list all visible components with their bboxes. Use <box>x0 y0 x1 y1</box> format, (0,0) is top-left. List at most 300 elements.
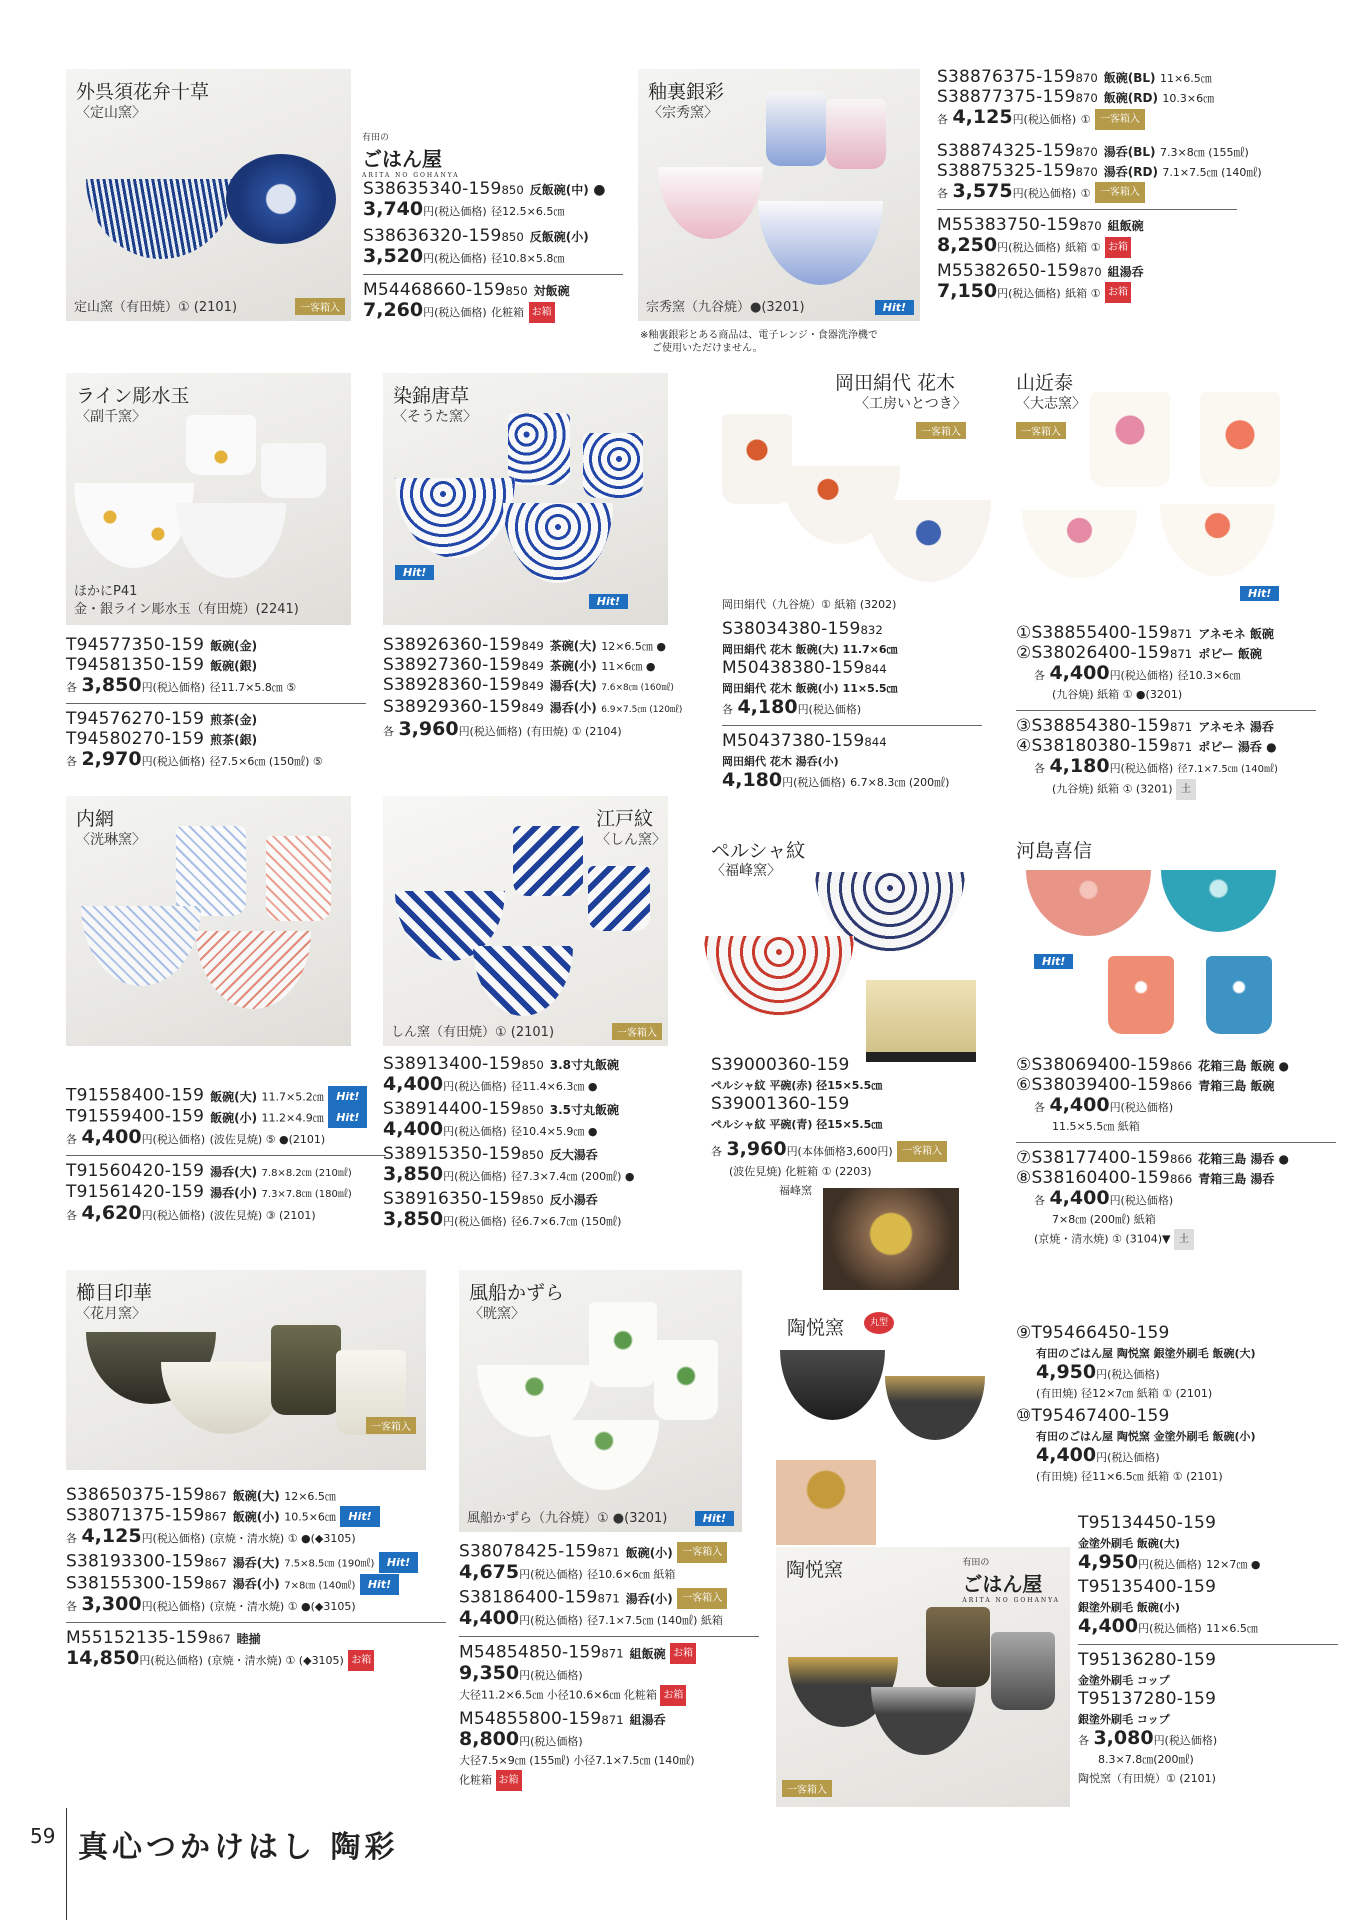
product-num: 850 <box>505 284 528 298</box>
price: 4,125 <box>952 106 1013 128</box>
spec: (有田焼) 径12×7㎝ 紙箱 ① (2101) <box>1036 1387 1213 1400</box>
divider <box>937 209 1237 210</box>
product-num: 870 <box>1075 71 1098 85</box>
photo-caption: 岡田絹代（九谷焼）① 紙箱 (3202) <box>722 598 897 611</box>
catalog-brand: 真心つかけはし 陶彩 <box>78 1830 399 1865</box>
product-code: S38926360-159 <box>383 635 522 655</box>
each-label: 各 <box>66 755 77 768</box>
photo-caption: しん窯（有田焼）① (2101) <box>391 1025 555 1040</box>
price-line <box>1078 1617 1338 1638</box>
spec: 紙箱 ① <box>1065 286 1101 300</box>
price-line <box>937 279 1297 304</box>
product-name: 3.5寸丸飯碗 <box>549 1103 620 1117</box>
product-name: 飯碗(RD) <box>1103 91 1158 105</box>
price: 3,850 <box>383 1163 444 1185</box>
spec: 7×8㎝ (200㎖) 紙箱 <box>1052 1213 1156 1226</box>
price: 3,080 <box>1093 1727 1154 1749</box>
product-line <box>1078 1690 1338 1710</box>
price-line <box>1016 664 1316 685</box>
product-line <box>66 1552 446 1574</box>
each-label: 各 <box>66 1600 77 1613</box>
product-num: 850 <box>501 230 524 244</box>
cup-image <box>176 826 246 916</box>
product-code: M54468660-159 <box>363 280 506 300</box>
tax-note: 円(税込価格) <box>141 1133 206 1146</box>
price-line <box>363 200 623 221</box>
product-line <box>711 1056 1011 1076</box>
product-code: M55383750-159 <box>937 215 1080 235</box>
product-name: 青箱三島 飯碗 <box>1198 1079 1275 1093</box>
product-name: 湯呑(小) <box>232 1577 280 1591</box>
photo-caption: 宗秀窯（九谷焼）●(3201) <box>646 300 805 315</box>
price: 3,850 <box>81 674 142 696</box>
product-name: 飯碗(小) <box>625 1545 673 1560</box>
spec: (九谷焼) 紙箱 ① (3201) <box>1052 782 1173 796</box>
tax-note: 円(税込価格) <box>141 755 206 768</box>
hit-badge: Hit! <box>695 1511 734 1526</box>
product-name: 飯碗(大) <box>232 1489 280 1503</box>
product-name: 飯碗(銀) <box>210 659 258 673</box>
product-num: 871 <box>1169 720 1193 734</box>
bowl-image <box>81 906 201 986</box>
price: 4,950 <box>1036 1361 1097 1383</box>
product-line <box>66 1486 446 1506</box>
price-line <box>722 698 982 719</box>
price: 7,260 <box>363 299 424 321</box>
cup-image <box>1090 392 1170 487</box>
section-title: 櫛目印華 <box>76 1282 153 1304</box>
product-line <box>66 636 366 656</box>
product-num: 850 <box>521 1058 544 1072</box>
spec: 径11.4×6.3㎝ ● <box>511 1080 598 1093</box>
tax-note: 円(税込価格) <box>443 1125 507 1138</box>
product-name: 反飯碗(小) <box>529 230 589 244</box>
product-name: 3.8寸丸飯碗 <box>549 1058 620 1072</box>
tax-note: 円(税込価格) <box>141 1209 206 1222</box>
product-line <box>1078 1514 1338 1534</box>
tax-note: 円(税込価格) <box>141 681 206 694</box>
section-title: 釉裏銀彩 <box>648 81 725 103</box>
product-line <box>66 656 366 676</box>
spec: 径10.8×5.8㎝ <box>491 252 565 265</box>
product-num: 849 <box>521 679 544 693</box>
cup-image <box>261 443 326 498</box>
product-photo-line-mizutama <box>66 373 351 625</box>
product-num: 849 <box>521 639 544 653</box>
product-code: M50438380-159 <box>722 658 865 678</box>
product-num: 844 <box>864 735 887 749</box>
product-code: ②S38026400-159 <box>1016 643 1170 663</box>
product-name: 有田のごはん屋 陶悦窯 銀塗外刷毛 飯碗(大) <box>1036 1347 1256 1360</box>
spec: 径6.7×6.7㎝ (150㎖) <box>511 1215 622 1228</box>
product-line <box>722 620 982 640</box>
product-num: 850 <box>501 183 524 197</box>
product-code: ⑩T95467400-159 <box>1016 1406 1170 1426</box>
spec: 径7.5×6㎝ (150㎖) ⑤ <box>209 755 323 768</box>
product-num: 871 <box>1169 740 1193 754</box>
bowl-image <box>658 167 763 239</box>
product-name: 湯呑(大) <box>232 1555 280 1570</box>
spec: 11×6㎝ ● <box>601 660 656 673</box>
price-line <box>1016 1189 1336 1210</box>
cup-image <box>926 1607 990 1687</box>
bowl-image <box>871 1687 976 1755</box>
tax-note: 円(税込価格) <box>1138 1558 1202 1571</box>
spec: (波佐見焼) 化粧箱 ① (2203) <box>729 1164 872 1178</box>
product-line <box>459 1588 759 1609</box>
caption-line: ほかにP41 <box>74 584 138 599</box>
product-code: T95136280-159 <box>1078 1650 1217 1670</box>
tax-note: 円(税込価格) <box>519 1735 583 1748</box>
section-title: 内網 <box>76 808 115 830</box>
price: 4,400 <box>383 1118 444 1140</box>
spec: 11×6.5㎝ <box>1159 72 1212 85</box>
product-code: T95135400-159 <box>1078 1577 1217 1597</box>
product-line <box>66 710 366 730</box>
section-kiln: 〈そうた窯〉 <box>393 409 477 425</box>
price: 4,950 <box>1078 1551 1139 1573</box>
each-label: 各 <box>66 1133 77 1146</box>
spec: 11×6.5㎝ <box>1206 1622 1258 1635</box>
cup-image <box>1200 392 1280 487</box>
divider <box>66 703 366 704</box>
gift-box-badge: 一客箱入 <box>1016 422 1066 439</box>
photo-caption: 定山窯（有田焼）① (2101) <box>74 300 238 315</box>
product-line <box>363 180 623 200</box>
product-code: S38071375-159 <box>66 1505 205 1526</box>
tax-note: 円(税込価格) <box>519 1568 583 1581</box>
product-code: S38929360-159 <box>383 697 522 717</box>
price: 4,400 <box>383 1073 444 1095</box>
spec: 径10.4×5.9㎝ ● <box>511 1125 598 1138</box>
price-line <box>1016 1446 1346 1467</box>
product-line <box>66 1107 386 1128</box>
cup-image <box>1108 956 1174 1034</box>
product-name: 湯呑(RD) <box>1103 164 1158 179</box>
price-line <box>459 1664 759 1685</box>
product-code: S38155300-159 <box>66 1573 205 1593</box>
spec: 径12.5×6.5㎝ <box>491 205 565 218</box>
product-code: M55382650-159 <box>937 260 1080 281</box>
section-title: 江戸紋 <box>596 808 654 830</box>
divider <box>1016 1142 1336 1143</box>
spec-list-s7 <box>66 1086 386 1225</box>
spec: 径7.1×7.5㎝ (140㎖) 紙箱 <box>587 1614 723 1627</box>
box-badge: お箱 <box>529 302 555 323</box>
gift-box-badge: 一客箱入 <box>295 298 345 315</box>
spec: (京焼・清水焼) ① (◆3105) <box>207 1654 344 1667</box>
price-line <box>722 771 982 792</box>
product-line <box>1078 1651 1338 1671</box>
product-num: 870 <box>1075 144 1098 159</box>
each-label: 各 <box>722 703 733 716</box>
product-num: 850 <box>521 1193 544 1207</box>
each-label: 各 <box>1034 762 1045 775</box>
spec-list-s1 <box>363 180 623 323</box>
photo-caption <box>74 583 299 619</box>
hand-photo <box>776 1460 876 1545</box>
spec-list-s10 <box>1016 1056 1336 1250</box>
hit-badge: Hit! <box>340 1506 379 1527</box>
spec-list-s2 <box>937 68 1297 303</box>
product-name: 組湯呑 <box>629 1713 666 1727</box>
craftsman-photo <box>823 1188 959 1290</box>
product-name: 湯呑(小) <box>549 701 597 715</box>
product-line <box>1016 1076 1336 1096</box>
spec: (有田焼) ① (2104) <box>526 725 622 738</box>
product-code: ③S38854380-159 <box>1016 716 1170 736</box>
product-line <box>1016 644 1316 664</box>
each-label: 各 <box>937 186 948 200</box>
price-line <box>937 179 1297 204</box>
product-line <box>66 1086 386 1107</box>
bowl-image <box>866 500 991 582</box>
cup-image <box>513 826 583 896</box>
price-line <box>383 1210 683 1231</box>
product-name: 組湯呑 <box>1107 264 1144 279</box>
product-code: S38078425-159 <box>459 1541 598 1562</box>
tax-note: 円(税込価格) <box>1012 186 1077 200</box>
product-line <box>722 659 982 679</box>
product-line <box>383 1145 683 1165</box>
product-code: S39000360-159 <box>711 1055 850 1075</box>
product-code: S38916350-159 <box>383 1189 522 1209</box>
cup-image <box>722 414 792 504</box>
product-num: 866 <box>1169 1079 1193 1093</box>
spec: 11.5×5.5㎝ 紙箱 <box>1052 1120 1140 1133</box>
cup-image <box>508 413 570 485</box>
price: 9,350 <box>459 1662 520 1684</box>
spec: 12×6.5㎝ <box>284 1490 336 1503</box>
product-code: S38186400-159 <box>459 1587 598 1608</box>
cup-image <box>589 1302 657 1387</box>
product-name: 岡田絹代 花木 飯碗(小) 11×5.5㎝ <box>722 682 898 695</box>
product-name: 岡田絹代 花木 湯呑(小) <box>722 755 839 768</box>
tax-note: 円(税込価格) <box>1109 1194 1174 1207</box>
price-line <box>66 750 366 771</box>
product-line <box>383 698 693 720</box>
price: 3,960 <box>726 1138 787 1160</box>
each-label: 各 <box>711 1145 722 1158</box>
product-name: アネモネ 飯碗 <box>1198 627 1274 641</box>
footer-divider <box>66 1808 67 1920</box>
bowl-image <box>885 1376 985 1440</box>
tax-note: 円(税込価格) <box>1012 113 1077 126</box>
divider <box>1016 710 1316 711</box>
cup-image <box>826 99 886 169</box>
gift-box-badge: 一客箱入 <box>1095 109 1145 130</box>
price: 3,850 <box>383 1208 444 1230</box>
price-line <box>459 1563 759 1584</box>
bowl-image <box>196 931 311 1009</box>
product-code: S38636320-159 <box>363 226 502 246</box>
price-line <box>383 1165 683 1186</box>
bowl-image <box>86 179 236 259</box>
product-line <box>459 1542 759 1563</box>
spec: ① <box>1080 186 1091 200</box>
spec-list-s6 <box>1016 624 1316 800</box>
product-line <box>383 636 693 656</box>
spec: ① <box>1080 113 1091 126</box>
price-line <box>363 301 623 323</box>
section-kiln: 〈副千窯〉 <box>76 409 146 425</box>
tax-note: 円(税込価格) <box>1138 1622 1202 1635</box>
product-name: 反飯碗(中) <box>529 183 589 197</box>
spec: 7.1×7.5㎝ (140㎖) <box>1162 165 1262 179</box>
product-num: 844 <box>864 662 887 676</box>
hit-badge: Hit! <box>379 1552 418 1573</box>
product-code: ⑤S38069400-159 <box>1016 1055 1170 1075</box>
logo-small: 有田の <box>962 1558 990 1568</box>
spec: 6.9×7.5㎝ (120㎖) <box>601 705 683 715</box>
each-label: 各 <box>383 725 394 738</box>
spec: (九谷焼) 紙箱 ① ●(3201) <box>1052 688 1183 701</box>
product-code: T91559400-159 <box>66 1106 205 1127</box>
product-code: T94580270-159 <box>66 729 205 749</box>
spec: 7.6×8㎝ (160㎖) <box>601 683 674 693</box>
soil-badge: 土 <box>1176 779 1196 800</box>
product-name: 飯碗(小) <box>232 1509 280 1524</box>
tax-note: 円(税込価格) <box>997 241 1061 254</box>
product-code: S38874325-159 <box>937 140 1076 161</box>
product-code: S38650375-159 <box>66 1485 205 1505</box>
price-line <box>1078 1553 1338 1574</box>
section-title: 風船かずら <box>469 1282 565 1304</box>
price: 3,960 <box>398 718 459 740</box>
bowl-image <box>1160 504 1275 576</box>
product-photo-kushime <box>66 1270 426 1470</box>
product-code: T94581350-159 <box>66 655 205 675</box>
cup-image <box>766 91 826 166</box>
price-line <box>459 1609 759 1630</box>
each-label: 各 <box>66 681 77 694</box>
gift-box-badge: 一客箱入 <box>1095 182 1145 203</box>
product-name: 湯呑(大) <box>549 679 597 693</box>
spec-list-s3 <box>66 636 366 771</box>
cup-image <box>991 1632 1055 1710</box>
price: 7,150 <box>937 279 998 302</box>
spec: 径7.3×7.4㎝ (200㎖) ● <box>511 1170 635 1183</box>
product-line <box>1016 1169 1336 1189</box>
product-photo-edomon <box>383 796 668 1046</box>
spec: 6.7×8.3㎝ (200㎖) <box>850 776 950 789</box>
hit-badge: Hit! <box>589 594 628 609</box>
logo-big: ごはん屋 <box>962 1572 1043 1596</box>
product-name: 岡田絹代 花木 飯碗(大) 11.7×6㎝ <box>722 643 898 656</box>
box-badge: お箱 <box>496 1770 522 1791</box>
product-code: S38914400-159 <box>383 1099 522 1119</box>
price-line <box>459 1730 759 1751</box>
product-num: 866 <box>1169 1172 1193 1186</box>
tax-note: 円(税込価格) <box>1096 1451 1160 1464</box>
spec-line <box>1016 1229 1336 1250</box>
product-code: T95134450-159 <box>1078 1513 1217 1533</box>
caption-line: 金・銀ライン彫水玉（有田焼）(2241) <box>74 602 299 617</box>
logo-big: ごはん屋 <box>362 147 442 171</box>
product-name: 茶碗(大) <box>549 639 597 653</box>
logo-en: ARITA NO GOHANYA <box>962 1597 1060 1604</box>
tax-note: 円(税込価格) <box>997 286 1061 300</box>
cup-image <box>583 433 643 498</box>
tax-note: 円(税込価格) <box>141 1600 206 1613</box>
price: 4,125 <box>81 1525 142 1547</box>
spec: 化粧箱 <box>459 1773 492 1787</box>
product-code: T91560420-159 <box>66 1161 205 1181</box>
price: 4,400 <box>1049 1187 1110 1209</box>
spec-line <box>459 1770 759 1791</box>
product-num: 871 <box>597 1591 620 1606</box>
note-line: ※釉裏銀彩とある商品は、電子レンジ・食器洗浄機で <box>640 330 878 341</box>
product-code: ⑥S38039400-159 <box>1016 1075 1170 1095</box>
product-photo-uchiami <box>66 796 351 1046</box>
spec: 径10.3×6㎝ <box>1177 669 1241 682</box>
section-kiln: 〈洸琳窯〉 <box>76 832 146 848</box>
tax-note: 円(税込価格) <box>782 776 846 789</box>
tax-note: 円(税込価格) <box>423 205 487 218</box>
note <box>640 329 878 355</box>
product-line <box>66 1506 446 1527</box>
price-line <box>383 1075 683 1096</box>
tax-note: 円(税込価格) <box>1109 762 1174 775</box>
section-title: 染錦唐草 <box>393 385 470 407</box>
price-line <box>66 1128 386 1149</box>
tax-note: 円(税込価格) <box>519 1614 583 1627</box>
spec: 8.3×7.8㎝(200㎖) <box>1098 1753 1194 1766</box>
box-badge: お箱 <box>348 1650 374 1671</box>
tax-note: 円(税込価格) <box>423 252 487 265</box>
gift-box-badge: 一客箱入 <box>916 422 966 439</box>
price: 4,400 <box>1078 1615 1139 1637</box>
product-photo-somenishiki <box>383 373 668 625</box>
divider <box>66 1155 386 1156</box>
product-line <box>1078 1578 1338 1598</box>
product-name: 対飯碗 <box>533 284 570 298</box>
product-name: 金塗外刷毛 飯碗(大) <box>1078 1537 1180 1550</box>
product-num: 850 <box>521 1148 544 1162</box>
product-name: 飯碗(金) <box>210 639 258 653</box>
product-name: 湯呑(小) <box>210 1186 258 1200</box>
section-title: 陶悦窯 <box>786 1559 844 1581</box>
product-line <box>937 216 1297 236</box>
spec: 径7.1×7.5㎝ (140㎖) <box>1177 764 1278 775</box>
hit-badge: Hit! <box>875 300 914 315</box>
product-num: 870 <box>1075 91 1098 105</box>
product-num: 867 <box>204 1509 227 1524</box>
spec-list-s13b <box>1078 1514 1338 1788</box>
price: 4,400 <box>81 1126 142 1148</box>
gift-box-badge: 一客箱入 <box>782 1780 832 1797</box>
product-photo-fusenkazura <box>459 1270 742 1532</box>
section-title: 陶悦窯 <box>787 1317 845 1339</box>
spec: (波佐見焼) ⑤ ●(2101) <box>209 1133 326 1146</box>
bowl-image <box>503 503 613 583</box>
each-label: 各 <box>66 1532 77 1545</box>
spec: 大径11.2×6.5㎝ 小径10.6×6㎝ 化粧箱 <box>459 1688 657 1702</box>
photo-caption: 風船かずら（九谷焼）① ●(3201) <box>467 1511 668 1526</box>
spec-list-s5 <box>722 620 982 792</box>
spec: 12×6.5㎝ ● <box>601 640 667 653</box>
spec: 紙箱 ① <box>1065 241 1101 254</box>
divider <box>66 1622 446 1623</box>
bowl-image <box>704 936 854 1016</box>
product-name: ポピー 湯呑 ● <box>1198 740 1277 754</box>
product-name: 湯呑(BL) <box>1103 144 1156 159</box>
cup-image <box>654 1340 718 1420</box>
spec: (京焼・清水焼) ① (3104)▼ <box>1034 1232 1171 1246</box>
price: 8,800 <box>459 1728 520 1750</box>
divider <box>363 274 623 275</box>
product-num: 870 <box>1075 164 1098 179</box>
